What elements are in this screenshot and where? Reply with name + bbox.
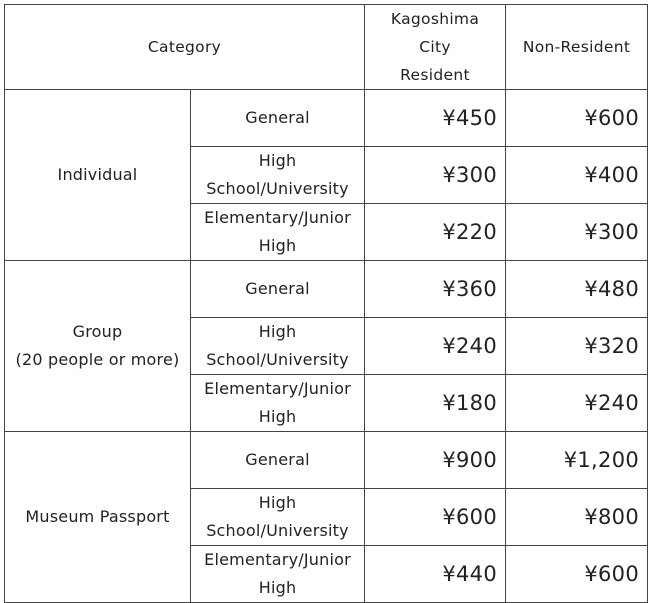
header-category-label: Category — [147, 38, 222, 56]
table-row — [5, 90, 648, 147]
header-row — [5, 5, 648, 90]
category-museum-passport — [5, 432, 191, 603]
subcategory-cell — [191, 318, 365, 375]
non-resident-price: ¥480 — [506, 261, 648, 318]
subcategory-label: General — [245, 279, 310, 298]
subcategory-label-line2: School/University — [206, 350, 349, 369]
resident-price: ¥180 — [365, 375, 506, 432]
subcategory-cell — [191, 489, 365, 546]
subcategory-label-line2: School/University — [206, 179, 349, 198]
header-non-resident-label: Non-Resident — [522, 38, 631, 56]
subcategory-label-line1: Elementary/Junior — [204, 550, 351, 569]
resident-price: ¥600 — [365, 489, 506, 546]
resident-price: ¥300 — [365, 147, 506, 204]
subcategory-cell — [191, 90, 365, 147]
category-label-line2: (20 people or more) — [15, 350, 180, 369]
subcategory-cell — [191, 432, 365, 489]
header-resident-line1: Kagoshima City — [390, 10, 480, 56]
category-label: Individual — [57, 165, 138, 184]
non-resident-price: ¥600 — [506, 546, 648, 603]
table-row — [5, 432, 648, 489]
admission-fee-table — [4, 4, 648, 603]
subcategory-label: General — [245, 450, 310, 469]
resident-price: ¥440 — [365, 546, 506, 603]
resident-price: ¥450 — [365, 90, 506, 147]
subcategory-label-line1: Elementary/Junior — [204, 208, 351, 227]
subcategory-label: General — [245, 108, 310, 127]
subcategory-cell — [191, 147, 365, 204]
subcategory-label-line2: School/University — [206, 521, 349, 540]
subcategory-label-line2: High — [258, 407, 297, 426]
resident-price: ¥220 — [365, 204, 506, 261]
subcategory-cell — [191, 261, 365, 318]
non-resident-price: ¥800 — [506, 489, 648, 546]
subcategory-label-line1: High — [258, 493, 297, 512]
header-non-resident — [506, 5, 648, 90]
subcategory-label-line2: High — [258, 578, 297, 597]
non-resident-price: ¥600 — [506, 90, 648, 147]
subcategory-label-line2: High — [258, 236, 297, 255]
category-individual — [5, 90, 191, 261]
subcategory-cell — [191, 204, 365, 261]
category-label: Group — [72, 322, 123, 341]
non-resident-price: ¥400 — [506, 147, 648, 204]
non-resident-price: ¥300 — [506, 204, 648, 261]
table-row — [5, 261, 648, 318]
subcategory-label-line1: High — [258, 322, 297, 341]
resident-price: ¥240 — [365, 318, 506, 375]
header-resident — [365, 5, 506, 90]
subcategory-label-line1: High — [258, 151, 297, 170]
non-resident-price: ¥320 — [506, 318, 648, 375]
resident-price: ¥900 — [365, 432, 506, 489]
category-label: Museum Passport — [25, 507, 170, 526]
non-resident-price: ¥1,200 — [506, 432, 648, 489]
header-resident-line2: Resident — [400, 66, 470, 84]
subcategory-cell — [191, 546, 365, 603]
subcategory-cell — [191, 375, 365, 432]
category-group — [5, 261, 191, 432]
subcategory-label-line1: Elementary/Junior — [204, 379, 351, 398]
header-category — [5, 5, 365, 90]
non-resident-price: ¥240 — [506, 375, 648, 432]
resident-price: ¥360 — [365, 261, 506, 318]
